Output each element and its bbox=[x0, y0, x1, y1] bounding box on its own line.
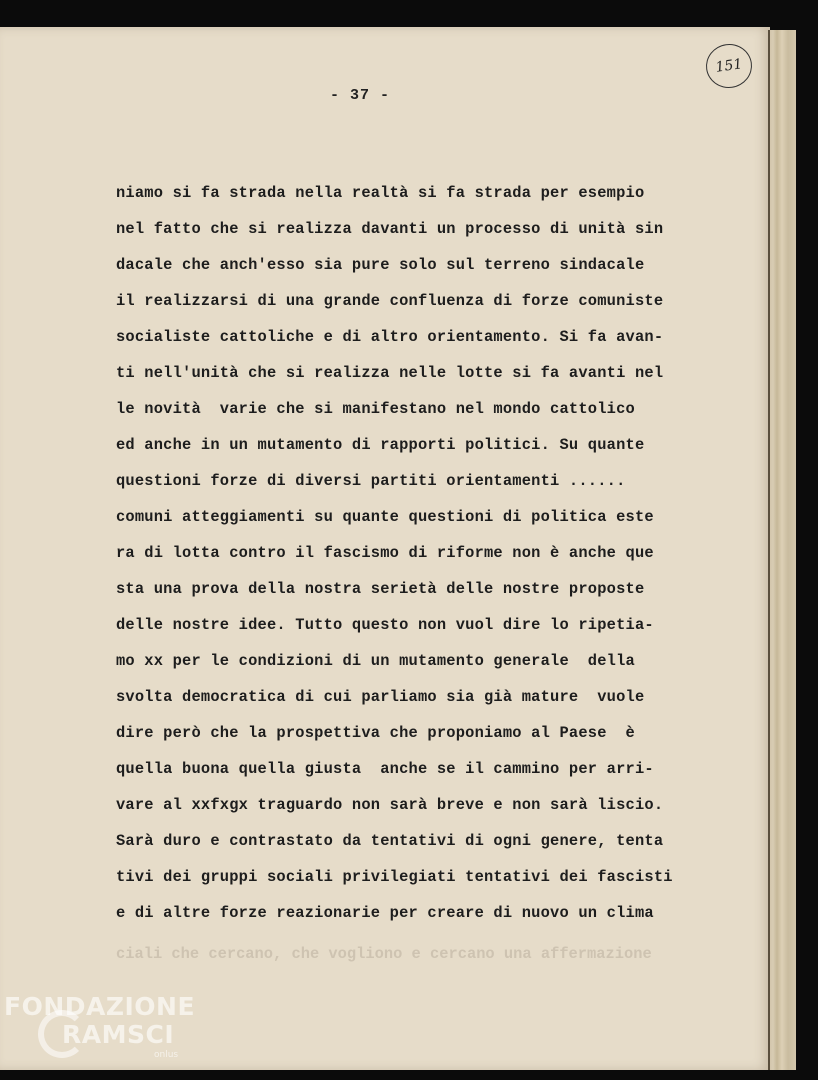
text-line: delle nostre idee. Tutto questo non vuol dire lo ripetia- bbox=[116, 616, 654, 634]
text-line: nel fatto che si realizza davanti un processo di unità sin bbox=[116, 220, 664, 238]
archive-number: 151 bbox=[714, 56, 744, 76]
text-line: il realizzarsi di una grande confluenza di forze comuniste bbox=[116, 292, 664, 310]
text-line: niamo si fa strada nella realtà si fa strada per esempio bbox=[116, 184, 645, 202]
text-line: dacale che anch'esso sia pure solo sul terreno sindacale bbox=[116, 256, 645, 274]
text-line: dire però che la prospettiva che proponiamo al Paese è bbox=[116, 724, 635, 742]
page-number: - 37 - bbox=[329, 87, 390, 104]
text-line: Sarà duro e contrastato da tentativi di ogni genere, tenta bbox=[116, 832, 664, 850]
text-line: sta una prova della nostra serietà delle nostre proposte bbox=[116, 580, 645, 598]
text-line: socialiste cattoliche e di altro orientamento. Si fa avan- bbox=[116, 328, 664, 346]
text-line: quella buona quella giusta anche se il cammino per arri- bbox=[116, 760, 654, 778]
text-line: ed anche in un mutamento di rapporti politici. Su quante bbox=[116, 436, 645, 454]
text-line: questioni forze di diversi partiti orientamenti ...... bbox=[116, 472, 626, 490]
watermark-line2: RAMSCI bbox=[62, 1020, 175, 1049]
text-line: mo xx per le condizioni di un mutamento generale della bbox=[116, 652, 635, 670]
watermark-line1: FONDAZIONE bbox=[4, 992, 196, 1021]
text-line: tivi dei gruppi sociali privilegiati tentativi dei fascisti bbox=[116, 868, 673, 886]
page-binding-line bbox=[768, 30, 770, 1070]
watermark-suffix: onlus bbox=[154, 1050, 179, 1060]
fondazione-gramsci-watermark bbox=[4, 992, 204, 1072]
text-line: ra di lotta contro il fascismo di riforme non è anche que bbox=[116, 544, 654, 562]
text-line: le novità varie che si manifestano nel mondo cattolico bbox=[116, 400, 635, 418]
text-line: svolta democratica di cui parliamo sia già mature vuole bbox=[116, 688, 645, 706]
archive-stamp bbox=[703, 41, 755, 91]
show-through-text: ciali che cercano, che vogliono e cercano una affermazione bbox=[116, 945, 652, 963]
text-line: e di altre forze reazionarie per creare di nuovo un clima bbox=[116, 904, 654, 922]
text-line: ti nell'unità che si realizza nelle lotte si fa avanti nel bbox=[116, 364, 664, 382]
page-stack-edge bbox=[768, 30, 796, 1070]
text-line: comuni atteggiamenti su quante questioni di politica este bbox=[116, 508, 654, 526]
text-line: vare al xxfxgx traguardo non sarà breve e non sarà liscio. bbox=[116, 796, 664, 814]
